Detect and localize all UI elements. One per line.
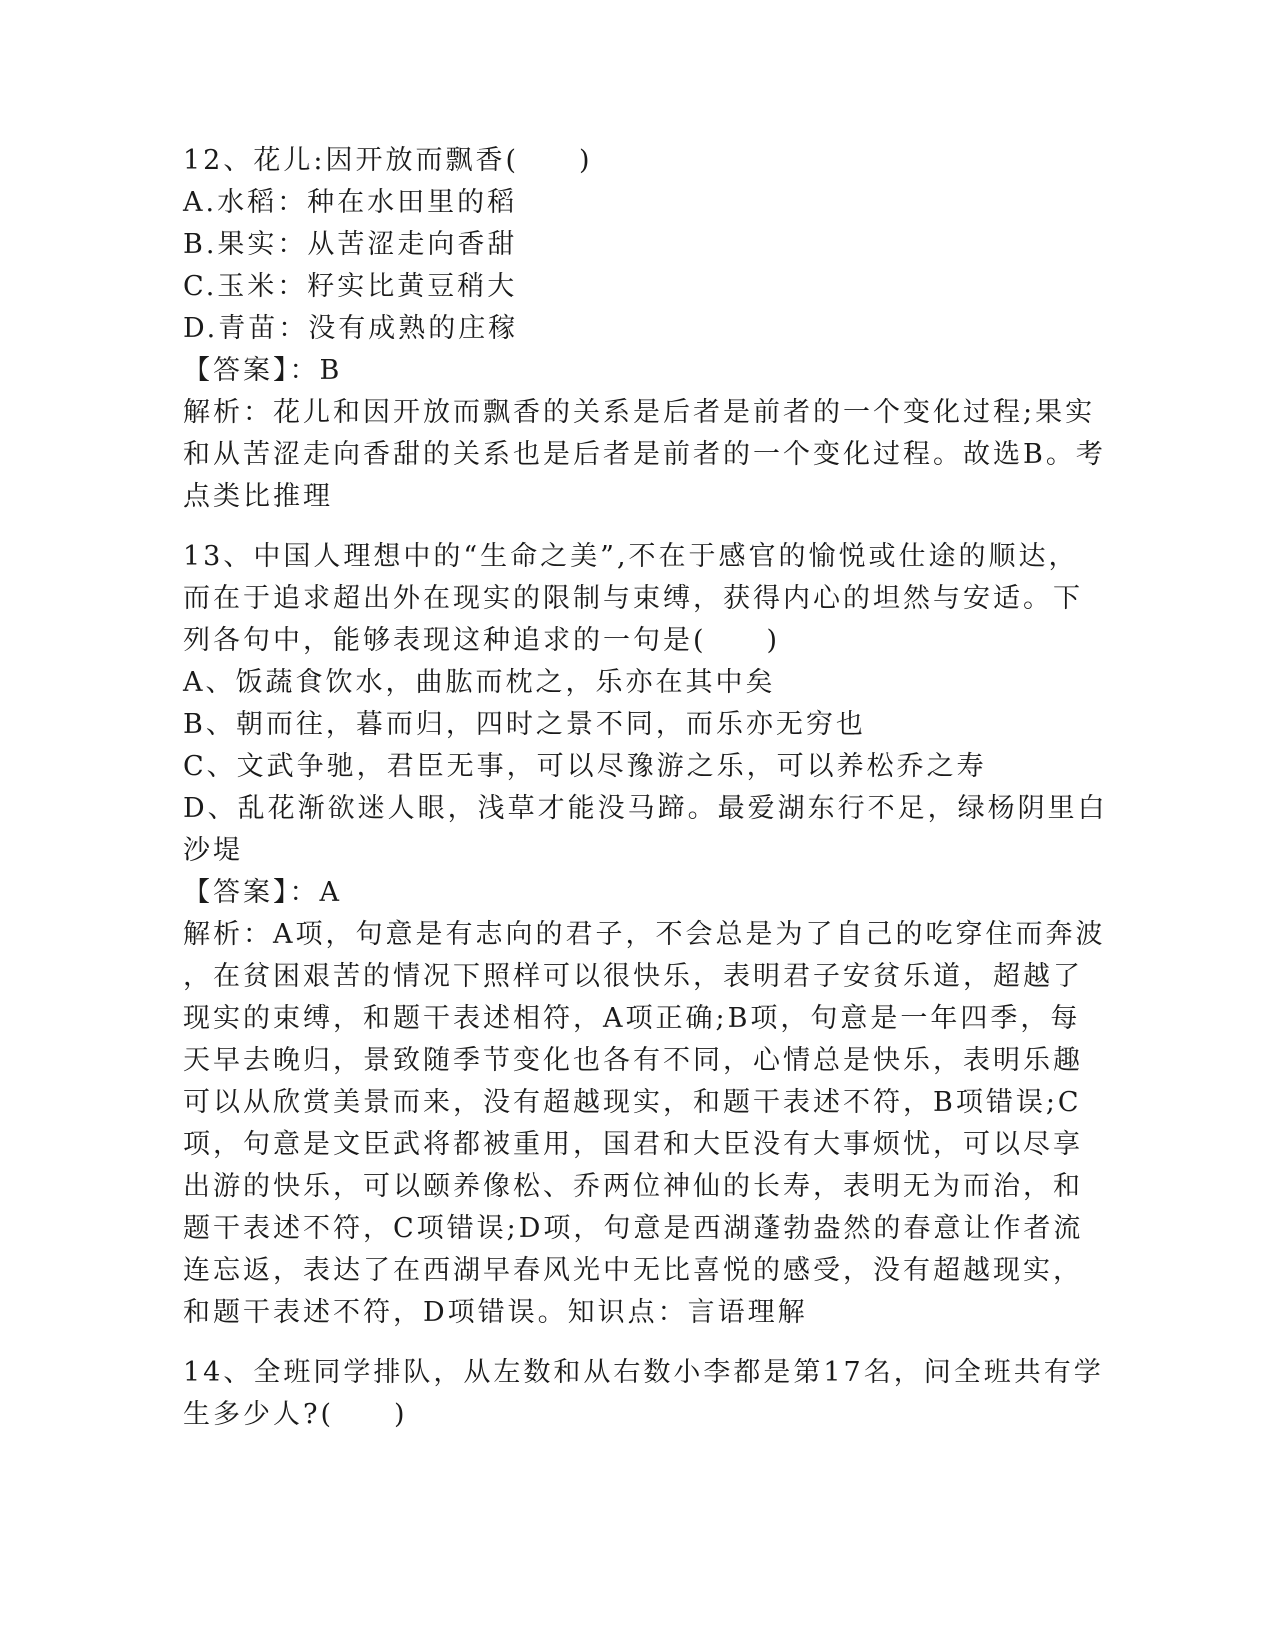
option-b: B.果实：从苦涩走向香甜 xyxy=(183,229,518,260)
question-14 xyxy=(183,1352,1104,1436)
document-page xyxy=(183,140,1108,1436)
question-13 xyxy=(183,536,1108,1334)
question-stem: 12、花儿:因开放而飘香( ) xyxy=(183,145,593,176)
analysis-line: 解析：A项，句意是有志向的君子，不会总是为了自己的吃穿住而奔波 xyxy=(183,919,1106,950)
spacer xyxy=(183,1334,1063,1352)
question-stem: 而在于追求超出外在现实的限制与束缚，获得内心的坦然与安适。下 xyxy=(183,583,1083,614)
question-stem: 列各句中，能够表现这种追求的一句是( ) xyxy=(183,625,781,656)
analysis-line: 和题干表述不符，D项错误。知识点：言语理解 xyxy=(183,1297,808,1328)
analysis-line: 出游的快乐，可以颐养像松、乔两位神仙的长寿，表明无为而治，和 xyxy=(183,1171,1083,1202)
analysis-line: 天早去晚归，景致随季节变化也各有不同，心情总是快乐，表明乐趣 xyxy=(183,1045,1083,1076)
question-stem: 14、全班同学排队，从左数和从右数小李都是第17名，问全班共有学 xyxy=(183,1357,1104,1388)
spacer xyxy=(183,518,1063,536)
analysis-line: 现实的束缚，和题干表述相符，A项正确;B项，句意是一年四季，每 xyxy=(183,1003,1081,1034)
analysis-line: 题干表述不符，C项错误;D项，句意是西湖蓬勃盎然的春意让作者流 xyxy=(183,1213,1084,1244)
analysis-line: 和从苦涩走向香甜的关系也是后者是前者的一个变化过程。故选B。考 xyxy=(183,439,1106,470)
analysis-line: 点类比推理 xyxy=(183,481,333,512)
option-d-continued: 沙堤 xyxy=(183,835,243,866)
option-d: D、乱花渐欲迷人眼，浅草才能没马蹄。最爱湖东行不足，绿杨阴里白 xyxy=(183,793,1108,824)
option-b: B、朝而往，暮而归，四时之景不同，而乐亦无穷也 xyxy=(183,709,866,740)
question-stem: 生多少人?( ) xyxy=(183,1399,408,1430)
answer: 【答案】：B xyxy=(183,355,343,386)
question-stem: 13、中国人理想中的“生命之美”,不在于感官的愉悦或仕途的顺达， xyxy=(183,541,1079,572)
question-12 xyxy=(183,140,1106,518)
analysis-line: ，在贫困艰苦的情况下照样可以很快乐，表明君子安贫乐道，超越了 xyxy=(183,961,1083,992)
option-c: C、文武争驰，君臣无事，可以尽豫游之乐，可以养松乔之寿 xyxy=(183,751,987,782)
answer: 【答案】：A xyxy=(183,877,342,908)
option-d: D.青苗：没有成熟的庄稼 xyxy=(183,313,519,344)
analysis-line: 连忘返，表达了在西湖早春风光中无比喜悦的感受，没有超越现实， xyxy=(183,1255,1083,1286)
analysis-line: 解析：花儿和因开放而飘香的关系是后者是前者的一个变化过程;果实 xyxy=(183,397,1096,428)
option-a: A、饭蔬食饮水，曲肱而枕之，乐亦在其中矣 xyxy=(183,667,776,698)
option-c: C.玉米：籽实比黄豆稍大 xyxy=(183,271,518,302)
analysis-line: 可以从欣赏美景而来，没有超越现实，和题干表述不符，B项错误;C xyxy=(183,1087,1082,1118)
option-a: A.水稻：种在水田里的稻 xyxy=(183,187,518,218)
analysis-line: 项，句意是文臣武将都被重用，国君和大臣没有大事烦忧，可以尽享 xyxy=(183,1129,1083,1160)
